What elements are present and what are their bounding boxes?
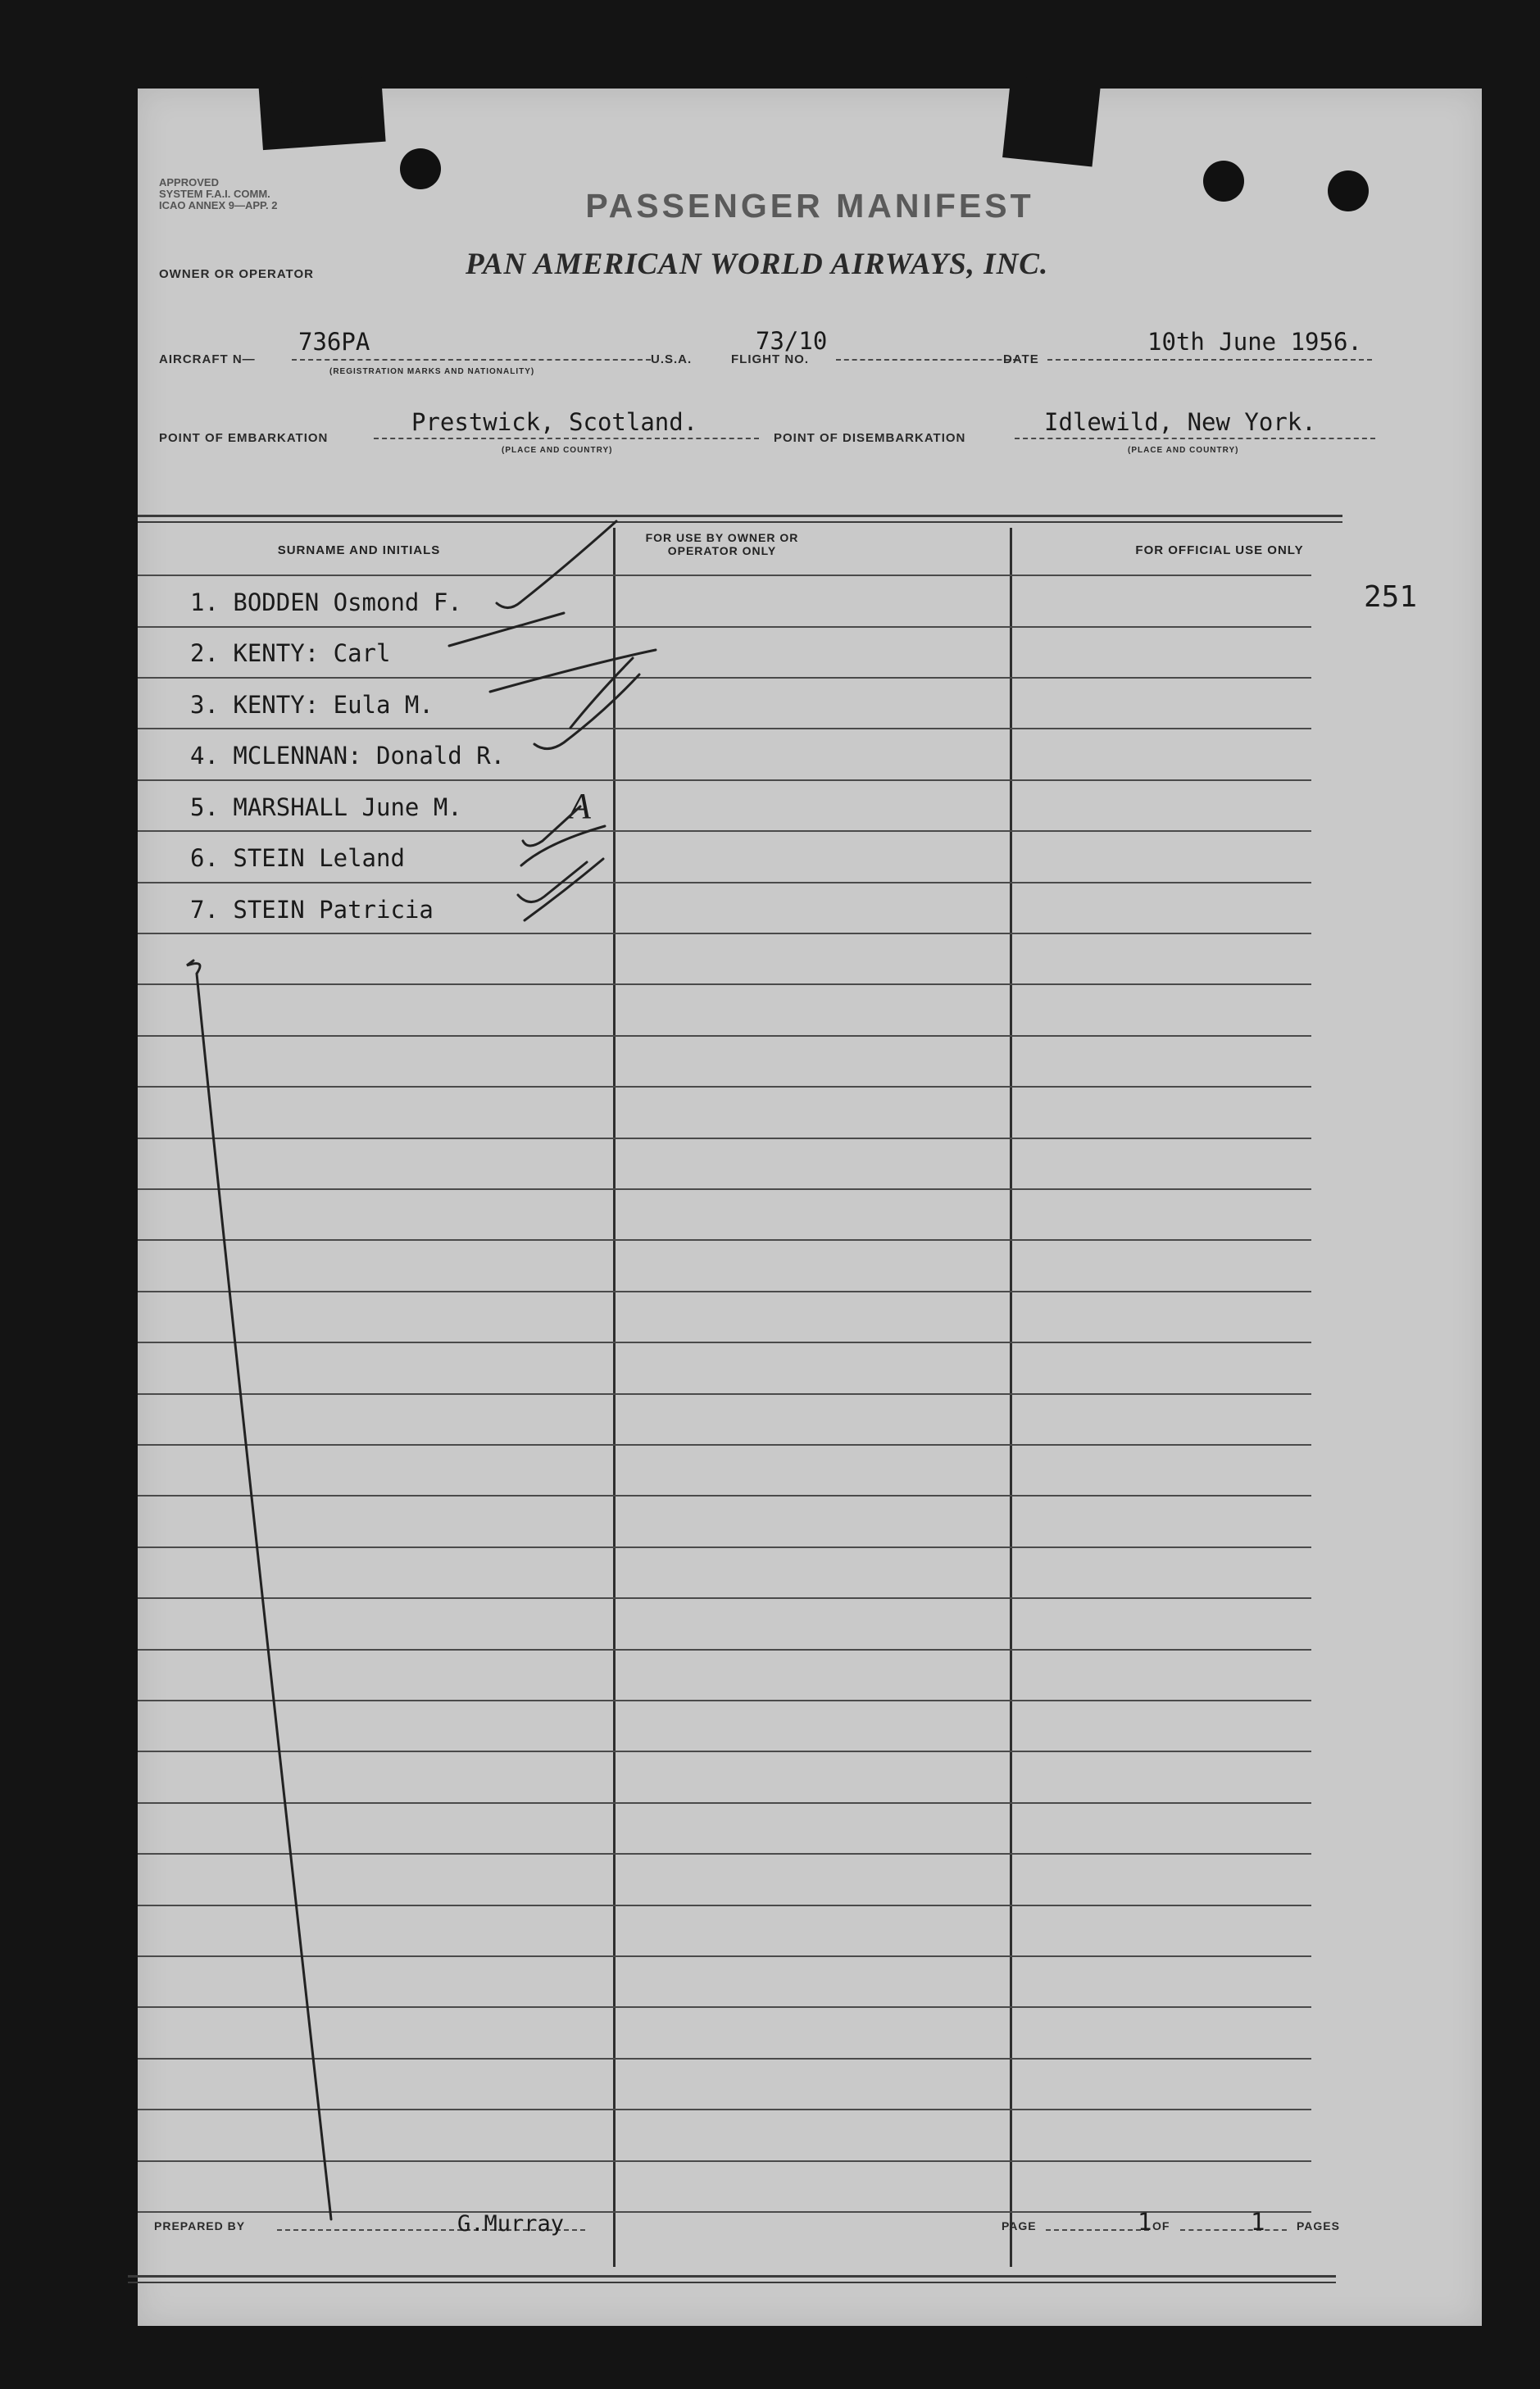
passenger-number: 1. <box>190 588 219 616</box>
of-underline <box>1180 2229 1287 2231</box>
form-title: PASSENGER MANIFEST <box>585 187 1034 225</box>
bracket-line <box>187 961 331 2219</box>
passenger-name: STEIN Leland <box>233 844 405 872</box>
place-caption: (PLACE AND COUNTRY) <box>502 446 613 455</box>
approval-line: APPROVED <box>159 176 219 188</box>
place-caption: (PLACE AND COUNTRY) <box>1128 446 1239 455</box>
checkmark <box>523 806 580 846</box>
official-number: 251 <box>1364 580 1418 614</box>
passenger-number: 7. <box>190 896 219 924</box>
aircraft-label: AIRCRAFT N— <box>159 352 256 366</box>
of-label: OF <box>1152 2219 1170 2232</box>
embark-value: Prestwick, Scotland. <box>411 408 698 436</box>
approval-line: ICAO ANNEX 9—APP. 2 <box>159 199 278 211</box>
owner-use-column-header: FOR USE BY OWNER OR OPERATOR ONLY <box>645 531 799 557</box>
official-use-column-header: FOR OFFICIAL USE ONLY <box>1135 543 1304 557</box>
passenger-name: STEIN Patricia <box>233 896 434 924</box>
handwritten-mark: A <box>569 786 591 826</box>
checkmark <box>534 674 639 749</box>
check-stroke <box>525 859 603 920</box>
passenger-number: 3. <box>190 691 219 719</box>
flight-value: 73/10 <box>756 327 828 355</box>
surname-column-header: SURNAME AND INITIALS <box>277 543 441 557</box>
passenger-number: 6. <box>190 844 219 872</box>
page-underline <box>1046 2229 1149 2231</box>
manifest-sheet <box>138 89 1482 2326</box>
passenger-name: MARSHALL June M. <box>233 793 462 821</box>
usa-label: U.S.A. <box>651 352 693 366</box>
date-value: 10th June 1956. <box>1147 328 1362 356</box>
disembark-label: POINT OF DISEMBARKATION <box>774 431 966 445</box>
pages-label: PAGES <box>1297 2219 1340 2232</box>
disembark-value: Idlewild, New York. <box>1044 408 1316 436</box>
flight-label: FLIGHT NO. <box>731 352 809 366</box>
passenger-name: MCLENNAN: Donald R. <box>233 742 506 770</box>
page-value: 1 <box>1138 2208 1152 2236</box>
handwritten-checkmarks <box>138 89 1482 2326</box>
passenger-number: 5. <box>190 793 219 821</box>
check-stroke <box>490 650 656 692</box>
passenger-number: 4. <box>190 742 219 770</box>
prepared-value: G.Murray <box>457 2211 565 2237</box>
checkmark <box>497 521 616 608</box>
prepared-label: PREPARED BY <box>154 2219 246 2232</box>
passenger-name: KENTY: Eula M. <box>233 691 434 719</box>
passenger-number: 2. <box>190 639 219 667</box>
passenger-name: KENTY: Carl <box>233 639 391 667</box>
page-label: PAGE <box>1002 2219 1037 2232</box>
owner-value: PAN AMERICAN WORLD AIRWAYS, INC. <box>466 248 1049 281</box>
check-stroke <box>449 613 564 646</box>
passenger-name: BODDEN Osmond F. <box>233 588 462 616</box>
of-value: 1 <box>1251 2208 1265 2236</box>
registration-caption: (REGISTRATION MARKS AND NATIONALITY) <box>329 367 535 376</box>
aircraft-value: 736PA <box>298 328 370 356</box>
owner-label: OWNER OR OPERATOR <box>159 267 314 281</box>
date-label: DATE <box>1003 352 1039 366</box>
embark-label: POINT OF EMBARKATION <box>159 431 329 445</box>
approval-line: SYSTEM F.A.I. COMM. <box>159 188 270 200</box>
